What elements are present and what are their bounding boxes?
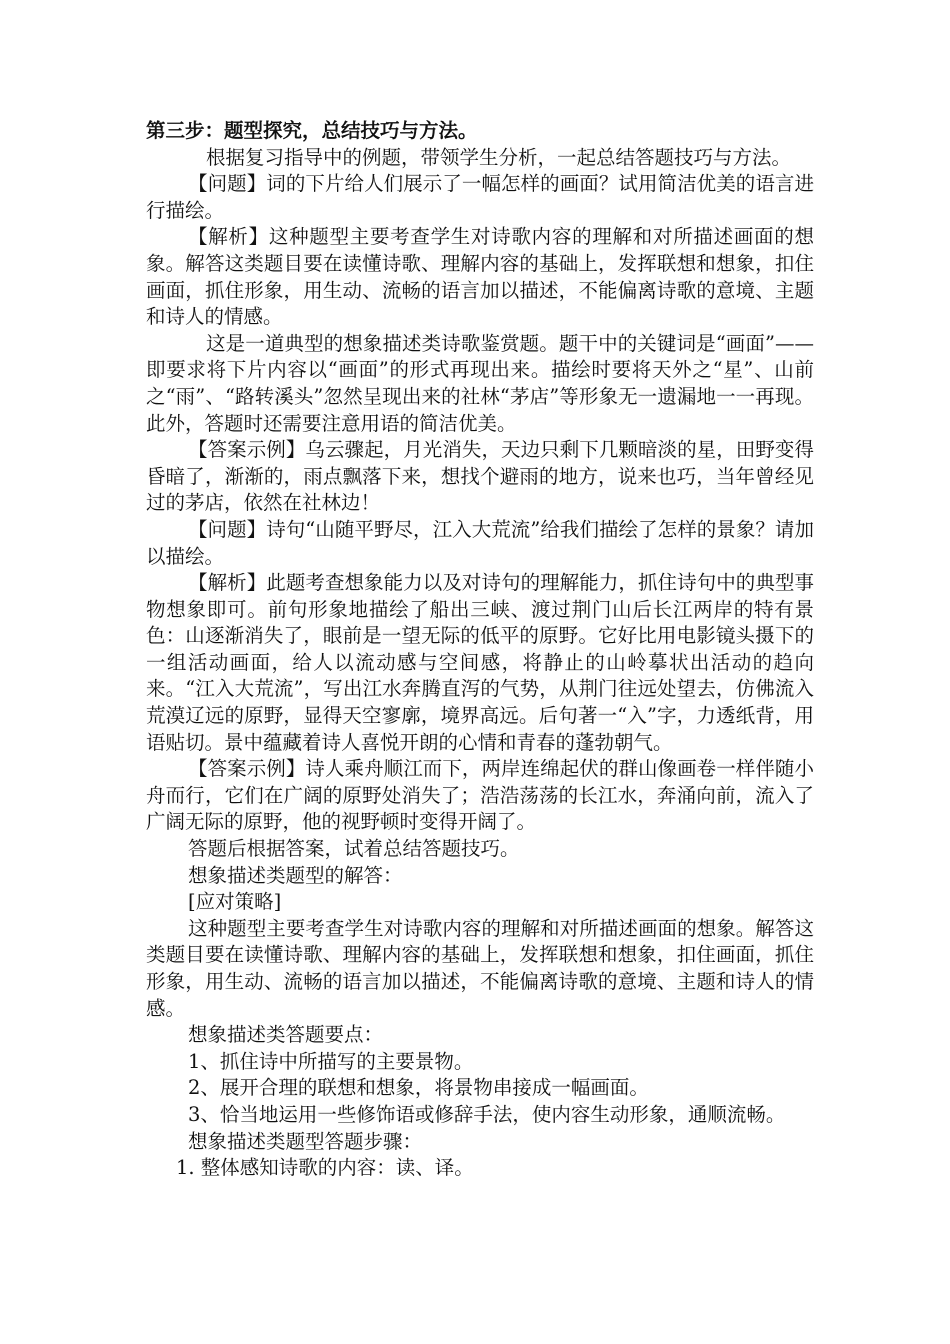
section-heading: 第三步：题型探究，总结技巧与方法。 — [146, 119, 478, 142]
document-page — [146, 118, 814, 1182]
answer-example-2: 【答案示例】诗人乘舟顺江而下，两岸连绵起伏的群山像画卷一样伴随小舟而行，它们在广阔的原野处消失了；浩浩荡荡的长江水，奔涌向前，流入了广阔无际的原野，他的视野顿时变得开阔了。 — [146, 757, 814, 834]
key-points-title: 想象描述类答题要点： — [188, 1023, 384, 1047]
analysis-1: 【解析】这种题型主要考查学生对诗歌内容的理解和对所描述画面的想象。解答这类题目要在读懂诗歌、理解内容的基础上，发挥联想和想象，扣住画面，抓住形象，用生动、流畅的语言加以描述，不能偏离诗歌的意境、主题和诗人的情感。 — [146, 225, 814, 329]
question-1: 【问题】词的下片给人们展示了一幅怎样的画面？试用简洁优美的语言进行描绘。 — [146, 172, 814, 222]
key-point-1: 1、抓住诗中所描写的主要景物。 — [188, 1049, 474, 1073]
method-title: 想象描述类题型的解答： — [188, 863, 403, 887]
intro-paragraph: 根据复习指导中的例题，带领学生分析，一起总结答题技巧与方法。 — [206, 145, 792, 169]
analysis-2: 【解析】此题考查想象能力以及对诗句的理解能力，抓住诗句中的典型事物想象即可。前句形象地描绘了船出三峡、渡过荆门山后长江两岸的特有景色：山逐渐消失了，眼前是一望无际的低平的原野。它好比用电影镜头摄下的一组活动画面，给人以流动感与空间感，将静止的山岭摹状出活动的趋向来。“江入大荒流”，写出江水奔腾直泻的气势，从荆门往远处望去，仿佛流入荒漠辽远的原野，显得天空寥廓，境界高远。后句著一“入”字，力透纸背，用语贴切。景中蕴藏着诗人喜悦开朗的心情和青春的蓬勃朝气。 — [146, 571, 814, 754]
strategy-label: [应对策略] — [188, 890, 282, 914]
analysis-1-detail: 这是一道典型的想象描述类诗歌鉴赏题。题干中的关键词是“画面”——即要求将下片内容以“画面”的形式再现出来。描绘时要将天外之“星”、山前之“雨”、“路转溪头”忽然呈现出来的社林“茅店”等形象无一遗漏地一一再现。此外，答题时还需要注意用语的简洁优美。 — [146, 331, 814, 435]
summary-instruction: 答题后根据答案，试着总结答题技巧。 — [188, 837, 520, 861]
question-2: 【问题】诗句“山随平野尽，江入大荒流”给我们描绘了怎样的景象？请加以描绘。 — [146, 517, 814, 568]
key-point-3: 3、恰当地运用一些修饰语或修辞手法，使内容生动形象，通顺流畅。 — [188, 1102, 786, 1126]
strategy-paragraph: 这种题型主要考查学生对诗歌内容的理解和对所描述画面的想象。解答这类题目要在读懂诗歌、理解内容的基础上，发挥联想和想象，扣住画面，抓住形象，用生动、流畅的语言加以描述，不能偏离诗歌的意境、主题和诗人的情感。 — [146, 916, 814, 1020]
answer-example-1: 【答案示例】乌云骤起，月光消失，天边只剩下几颗暗淡的星，田野变得昏暗了，渐渐的，雨点飘落下来，想找个避雨的地方，说来也巧，当年曾经见过的茅店，依然在社林边！ — [146, 438, 814, 515]
step-1: 1. 整体感知诗歌的内容：读、译。 — [176, 1156, 474, 1180]
steps-title: 想象描述类题型答题步骤： — [188, 1129, 423, 1153]
key-point-2: 2、展开合理的联想和想象，将景物串接成一幅画面。 — [188, 1076, 649, 1100]
